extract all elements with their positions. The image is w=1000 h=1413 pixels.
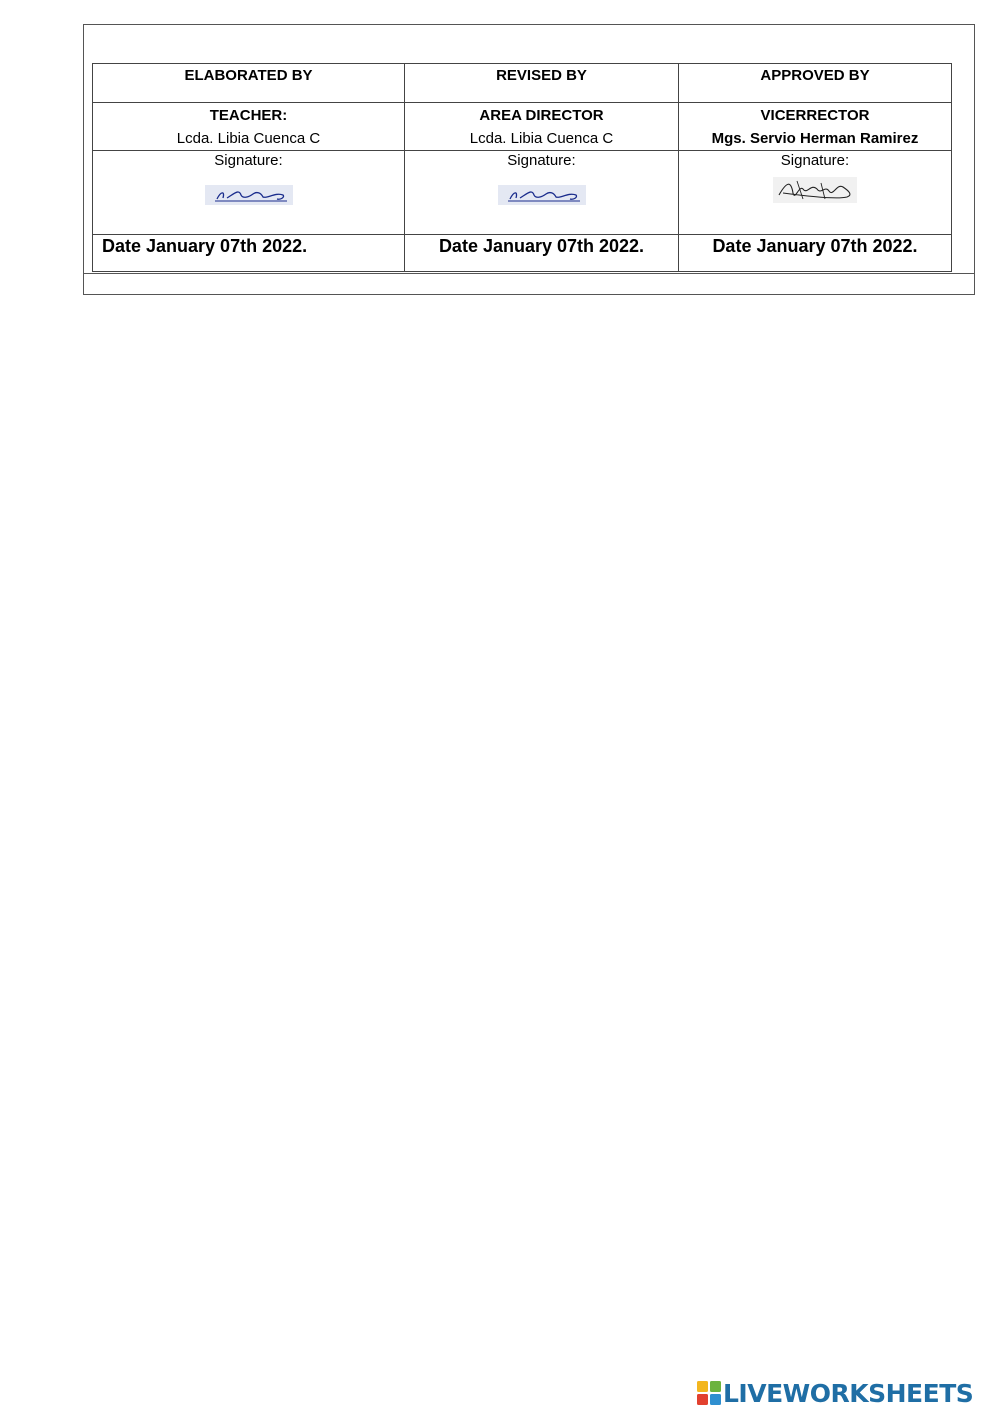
date-cell-revised: Date January 07th 2022. bbox=[405, 235, 679, 272]
liveworksheets-brand bbox=[697, 1378, 973, 1408]
header-revised-by: REVISED BY bbox=[405, 64, 679, 103]
signature-cell-area-director bbox=[405, 151, 679, 235]
frame-divider bbox=[83, 273, 975, 274]
signature-label: Signature: bbox=[780, 152, 850, 169]
role-name: Mgs. Servio Herman Ramirez bbox=[711, 130, 919, 147]
date-row bbox=[93, 235, 952, 272]
approval-table bbox=[92, 63, 952, 272]
date-cell-approved: Date January 07th 2022. bbox=[679, 235, 952, 272]
signature-image bbox=[205, 183, 293, 207]
brand-text: LIVEWORKSHEETS bbox=[723, 1378, 974, 1408]
signature-label: Signature: bbox=[507, 152, 576, 169]
role-cell-area-director bbox=[405, 103, 679, 151]
liveworksheets-logo-icon bbox=[697, 1381, 721, 1405]
header-row bbox=[93, 64, 952, 103]
role-cell-vicerrector bbox=[679, 103, 952, 151]
role-title: AREA DIRECTOR bbox=[479, 107, 604, 124]
role-title: VICERRECTOR bbox=[760, 107, 870, 124]
role-name: Lcda. Libia Cuenca C bbox=[469, 130, 614, 147]
role-name: Lcda. Libia Cuenca C bbox=[176, 130, 321, 147]
date-cell-elaborated: Date January 07th 2022. bbox=[93, 235, 405, 272]
role-row bbox=[93, 103, 952, 151]
role-title: TEACHER: bbox=[209, 107, 288, 124]
header-approved-by: APPROVED BY bbox=[679, 64, 952, 103]
header-elaborated-by: ELABORATED BY bbox=[93, 64, 405, 103]
signature-cell-vicerrector bbox=[679, 151, 952, 235]
signature-image bbox=[773, 175, 857, 205]
signature-row bbox=[93, 151, 952, 235]
role-cell-teacher bbox=[93, 103, 405, 151]
signature-label: Signature: bbox=[214, 152, 283, 169]
signature-cell-teacher bbox=[93, 151, 405, 235]
signature-image bbox=[498, 183, 586, 207]
